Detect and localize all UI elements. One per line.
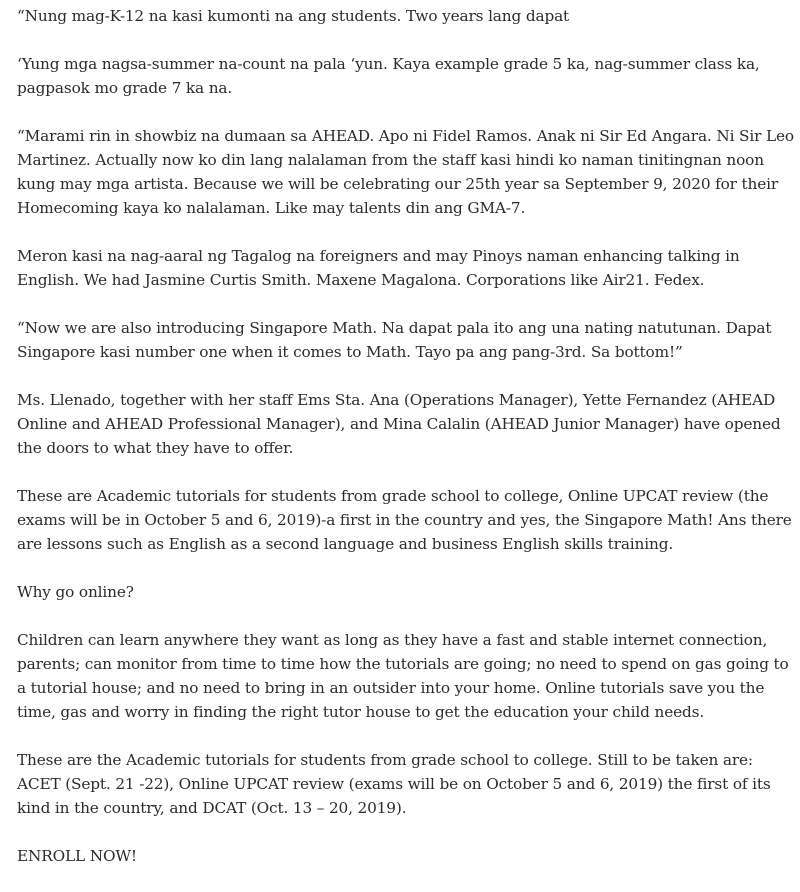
paragraph-showbiz-quote: “Marami rin in showbiz na dumaan sa AHEAD. Apo ni Fidel Ramos. Anak ni Sir Ed Angara. Ni Sir Leo Martinez. Actually now ko din lang nalalaman from the staff kasi hindi ko naman tinitingnan noon kung may mga artista. Because we will be celebrating our 25th year sa September 9, 2020 for their Homecoming kaya ko nalalaman. Like may talents din ang GMA-7. bbox=[17, 127, 794, 217]
paragraph-online-benefits: Children can learn anywhere they want as long as they have a fast and stable internet connection, parents; can monitor from time to time how the tutorials are going; no need to spend on gas going to a tutorial house; and no need to bring in an outsider into your home. Online tutorials save you the time, gas and worry in finding the right tutor house to get the education your child needs. bbox=[17, 631, 789, 721]
paragraph-why-online-heading: Why go online? bbox=[17, 583, 134, 601]
paragraph-staff: Ms. Llenado, together with her staff Ems Sta. Ana (Operations Manager), Yette Fernandez (AHEAD Online and AHEAD Professional Manager), and Mina Calalin (AHEAD Junior Manager) have opened the doors to what they have to offer. bbox=[17, 391, 781, 457]
paragraph-singapore-math-quote: “Now we are also introducing Singapore Math. Na dapat pala ito ang una nating natutunan. Dapat Singapore kasi number one when it comes to Math. Tayo pa ang pang-3rd. Sa bottom!” bbox=[17, 319, 772, 361]
paragraph-schedule: These are the Academic tutorials for students from grade school to college. Still to be taken are: ACET (Sept. 21 -22), Online UPCAT review (exams will be on October 5 and 6, 2019) the first of its kind in the country, and DCAT (Oct. 13 – 20, 2019). bbox=[17, 751, 771, 817]
paragraph-offerings: These are Academic tutorials for students from grade school to college, Online UPCAT review (the exams will be in October 5 and 6, 2019)-a first in the country and yes, the Singapore Math! Ans there are lessons such as English as a second language and business English skills training. bbox=[17, 487, 792, 553]
paragraph-enroll-now: ENROLL NOW! bbox=[17, 847, 137, 865]
paragraph-k12-quote: “Nung mag-K-12 na kasi kumonti na ang students. Two years lang dapat bbox=[17, 7, 570, 25]
paragraph-summer-class: ‘Yung mga nagsa-summer na-count na pala ‘yun. Kaya example grade 5 ka, nag-summer class ka, pagpasok mo grade 7 ka na. bbox=[17, 55, 760, 97]
article-body bbox=[17, 4, 795, 892]
paragraph-tagalog-foreigners: Meron kasi na nag-aaral ng Tagalog na foreigners and may Pinoys naman enhancing talking in English. We had Jasmine Curtis Smith. Maxene Magalona. Corporations like Air21. Fedex. bbox=[17, 247, 740, 289]
